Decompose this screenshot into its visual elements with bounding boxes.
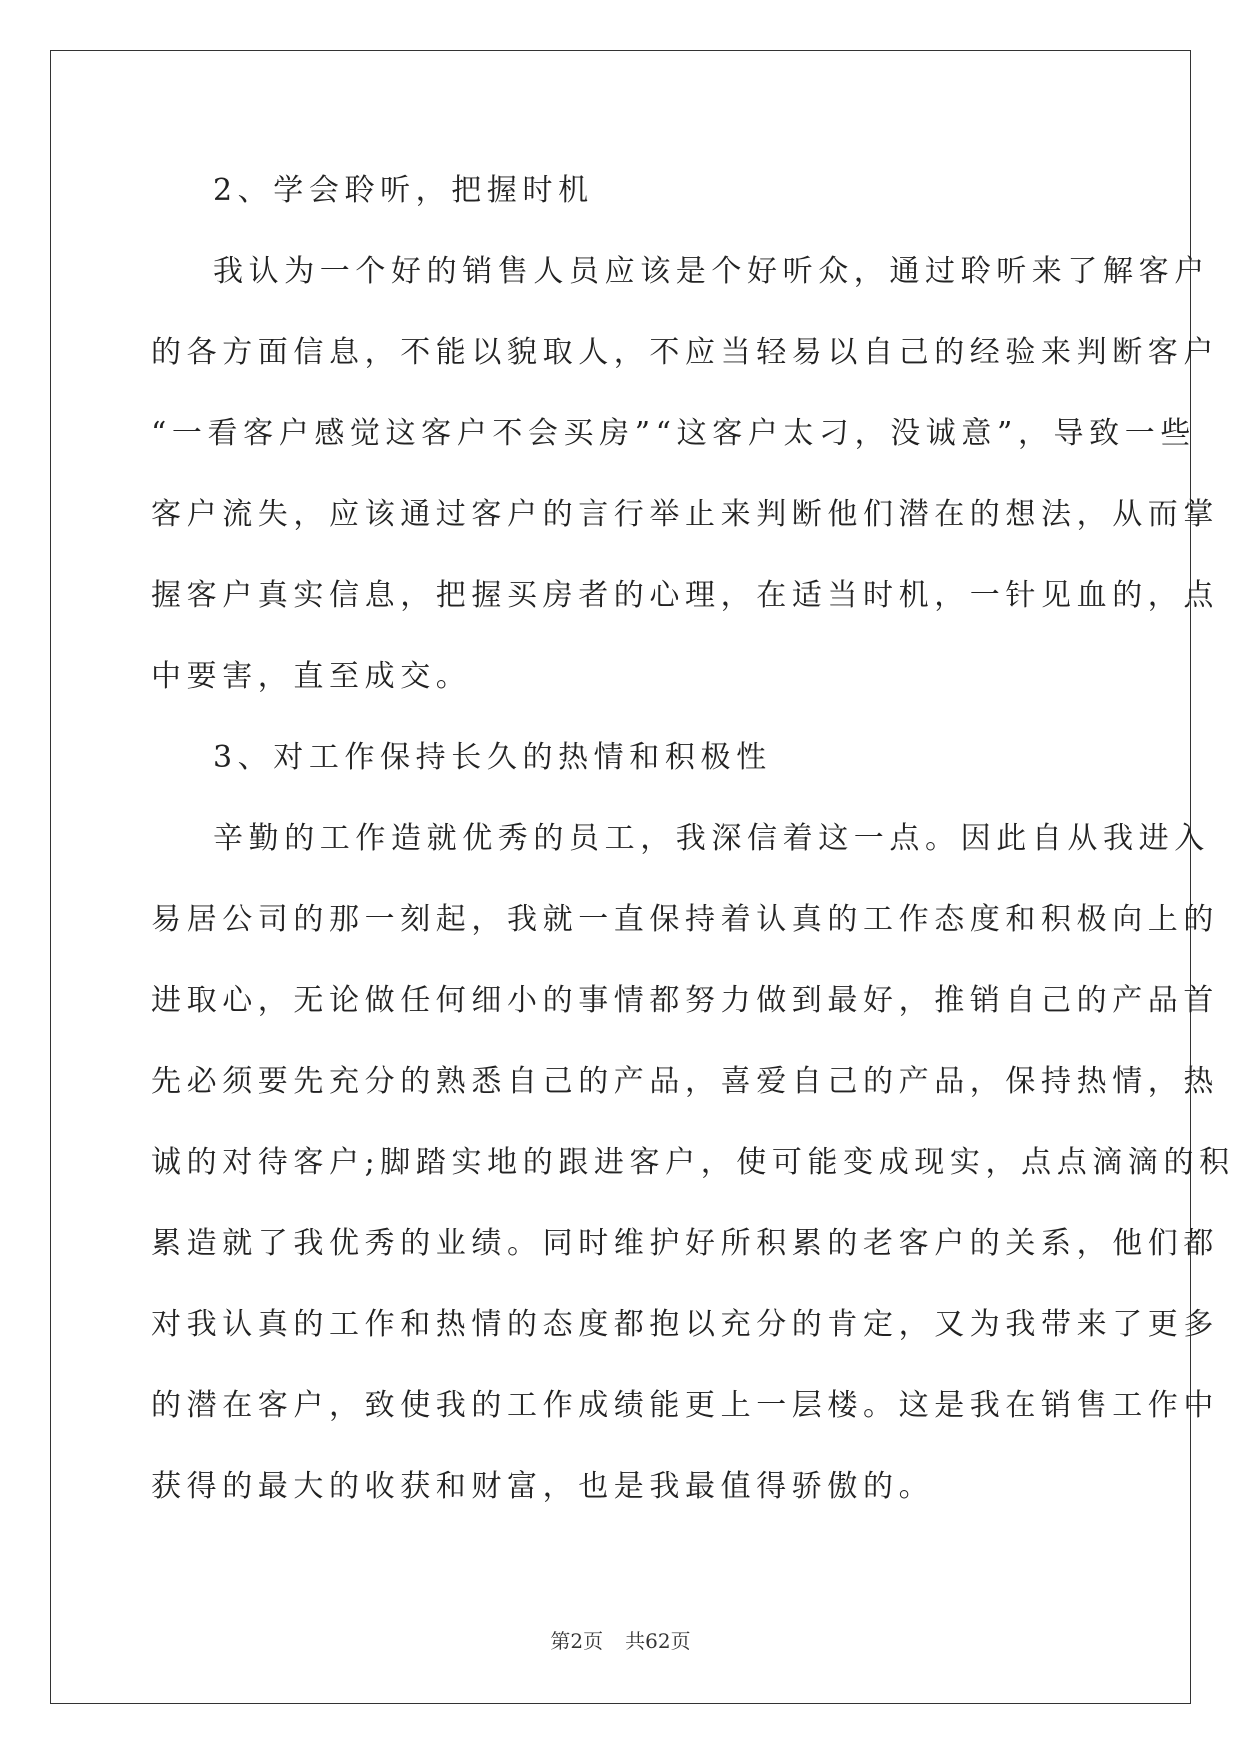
paragraph-line: 的潜在客户，致使我的工作成绩能更上一层楼。这是我在销售工作中 [151, 1388, 1219, 1423]
paragraph-line: 进取心，无论做任何细小的事情都努力做到最好，推销自己的产品首 [151, 983, 1219, 1018]
page-number: 第2页 [550, 1629, 604, 1653]
document-body [151, 160, 1235, 1537]
paragraph-line: 握客户真实信息，把握买房者的心理，在适当时机，一针见血的，点 [151, 578, 1219, 613]
paragraph-line: 先必须要先充分的熟悉自己的产品，喜爱自己的产品，保持热情，热 [151, 1064, 1219, 1099]
paragraph-line: 客户流失，应该通过客户的言行举止来判断他们潜在的想法，从而掌 [151, 497, 1219, 532]
paragraph-line: 我认为一个好的销售人员应该是个好听众，通过聆听来了解客户 [213, 254, 1210, 289]
paragraph-line: 易居公司的那一刻起，我就一直保持着认真的工作态度和积极向上的 [151, 902, 1219, 937]
paragraph-line: 对我认真的工作和热情的态度都抱以充分的肯定，又为我带来了更多 [151, 1307, 1219, 1342]
paragraph-line: 获得的最大的收获和财富，也是我最值得骄傲的。 [151, 1469, 935, 1504]
paragraph-line: 中要害，直至成交。 [151, 659, 472, 694]
section-heading: 2、学会聆听，把握时机 [213, 173, 594, 208]
paragraph-line: 辛勤的工作造就优秀的员工，我深信着这一点。因此自从我进入 [213, 821, 1210, 856]
page-total: 共62页 [625, 1629, 691, 1653]
paragraph-line: 的各方面信息，不能以貌取人，不应当轻易以自己的经验来判断客户 [151, 335, 1219, 370]
paragraph-line: 诚的对待客户;脚踏实地的跟进客户，使可能变成现实，点点滴滴的积 [151, 1145, 1235, 1180]
page-footer [0, 1625, 1241, 1654]
section-heading: 3、对工作保持长久的热情和积极性 [213, 740, 772, 775]
paragraph-line: 累造就了我优秀的业绩。同时维护好所积累的老客户的关系，他们都 [151, 1226, 1219, 1261]
paragraph-line: “一看客户感觉这客户不会买房”“这客户太刁，没诚意”，导致一些 [151, 416, 1196, 451]
